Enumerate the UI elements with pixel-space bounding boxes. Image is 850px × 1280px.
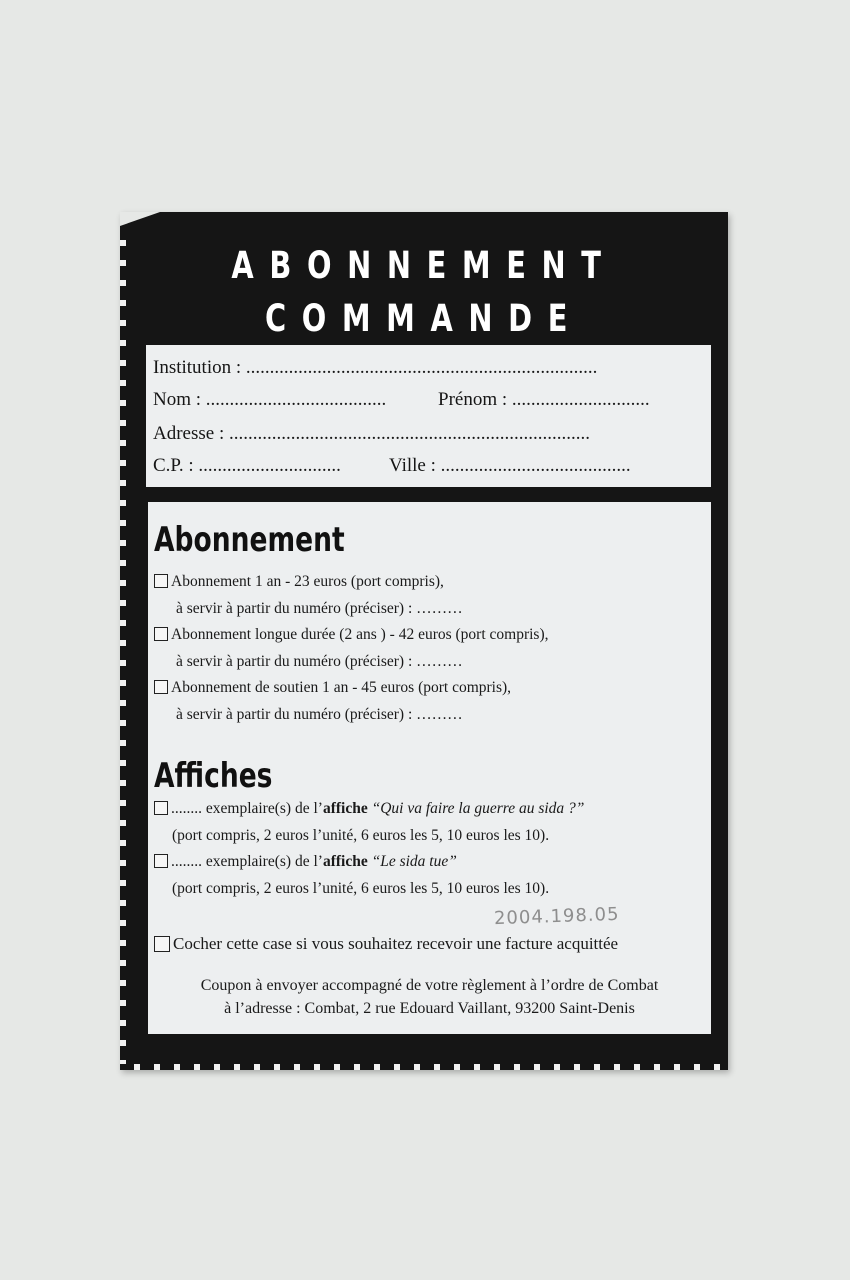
abonnement-option-2[interactable] — [154, 625, 549, 645]
affiche-item-1[interactable] — [154, 799, 584, 819]
footer-line-1: Coupon à envoyer accompagné de votre règlement à l’ordre de Combat — [200, 977, 659, 994]
title-abonnement: ABONNEMENT — [231, 244, 617, 287]
invoice-option-label: Cocher cette case si vous souhaitez recevoir une facture acquittée — [173, 934, 619, 953]
affiche-bold: affiche — [322, 853, 368, 870]
abonnement-option-3-detail: à servir à partir du numéro (préciser) : ……… — [176, 706, 463, 723]
checkbox[interactable] — [154, 936, 170, 952]
checkbox[interactable] — [154, 801, 168, 815]
ville-field[interactable]: Ville : ........................................ — [389, 455, 631, 476]
affiche-bold: affiche — [322, 800, 368, 817]
checkbox[interactable] — [154, 574, 168, 588]
perforated-edge-bottom — [120, 1064, 728, 1070]
affiches-heading: Affiches — [154, 756, 273, 796]
option-label: Abonnement 1 an - 23 euros (port compris), — [171, 573, 444, 590]
affiche-item-2[interactable] — [154, 852, 457, 872]
checkbox[interactable] — [154, 854, 168, 868]
abonnement-option-1-detail: à servir à partir du numéro (préciser) : ……… — [176, 600, 463, 617]
footer-line-2: à l’adresse : Combat, 2 rue Edouard Vaillant, 93200 Saint-Denis — [224, 1000, 635, 1017]
affiche-item-2-detail: (port compris, 2 euros l’unité, 6 euros les 5, 10 euros les 10). — [172, 880, 550, 897]
abonnement-option-2-detail: à servir à partir du numéro (préciser) : ……… — [176, 653, 463, 670]
affiche-item-1-detail: (port compris, 2 euros l’unité, 6 euros les 5, 10 euros les 10). — [172, 827, 550, 844]
abonnement-option-1[interactable] — [154, 572, 444, 592]
invoice-option[interactable] — [154, 934, 618, 954]
order-options-box — [148, 502, 711, 1034]
institution-field[interactable]: Institution : .......................................................................... — [153, 357, 598, 378]
checkbox[interactable] — [154, 627, 168, 641]
prenom-field[interactable]: Prénom : ............................. — [438, 389, 650, 410]
abonnement-option-3[interactable] — [154, 678, 511, 698]
nom-field[interactable]: Nom : ...................................... — [153, 389, 387, 410]
option-label: Abonnement longue durée (2 ans ) - 42 euros (port compris), — [171, 626, 549, 643]
affiche-title: “Le sida tue” — [371, 853, 457, 870]
checkbox[interactable] — [154, 680, 168, 694]
cp-field[interactable]: C.P. : .............................. — [153, 455, 341, 476]
affiche-prefix: ........ exemplaire(s) de l’ — [171, 800, 323, 817]
affiche-prefix: ........ exemplaire(s) de l’ — [171, 853, 323, 870]
order-form-card — [120, 212, 728, 1070]
affiche-title: “Qui va faire la guerre au sida ?” — [371, 800, 585, 817]
contact-fields-box — [146, 345, 711, 487]
card-corner — [120, 212, 160, 226]
inventory-number-handwritten: 2004.198.05 — [493, 903, 620, 930]
option-label: Abonnement de soutien 1 an - 45 euros (port compris), — [171, 679, 512, 696]
adresse-field[interactable]: Adresse : ............................................................................ — [153, 423, 590, 444]
abonnement-heading: Abonnement — [154, 520, 345, 560]
title-commande: COMMANDE — [264, 297, 584, 340]
perforated-edge-left — [120, 226, 126, 1070]
